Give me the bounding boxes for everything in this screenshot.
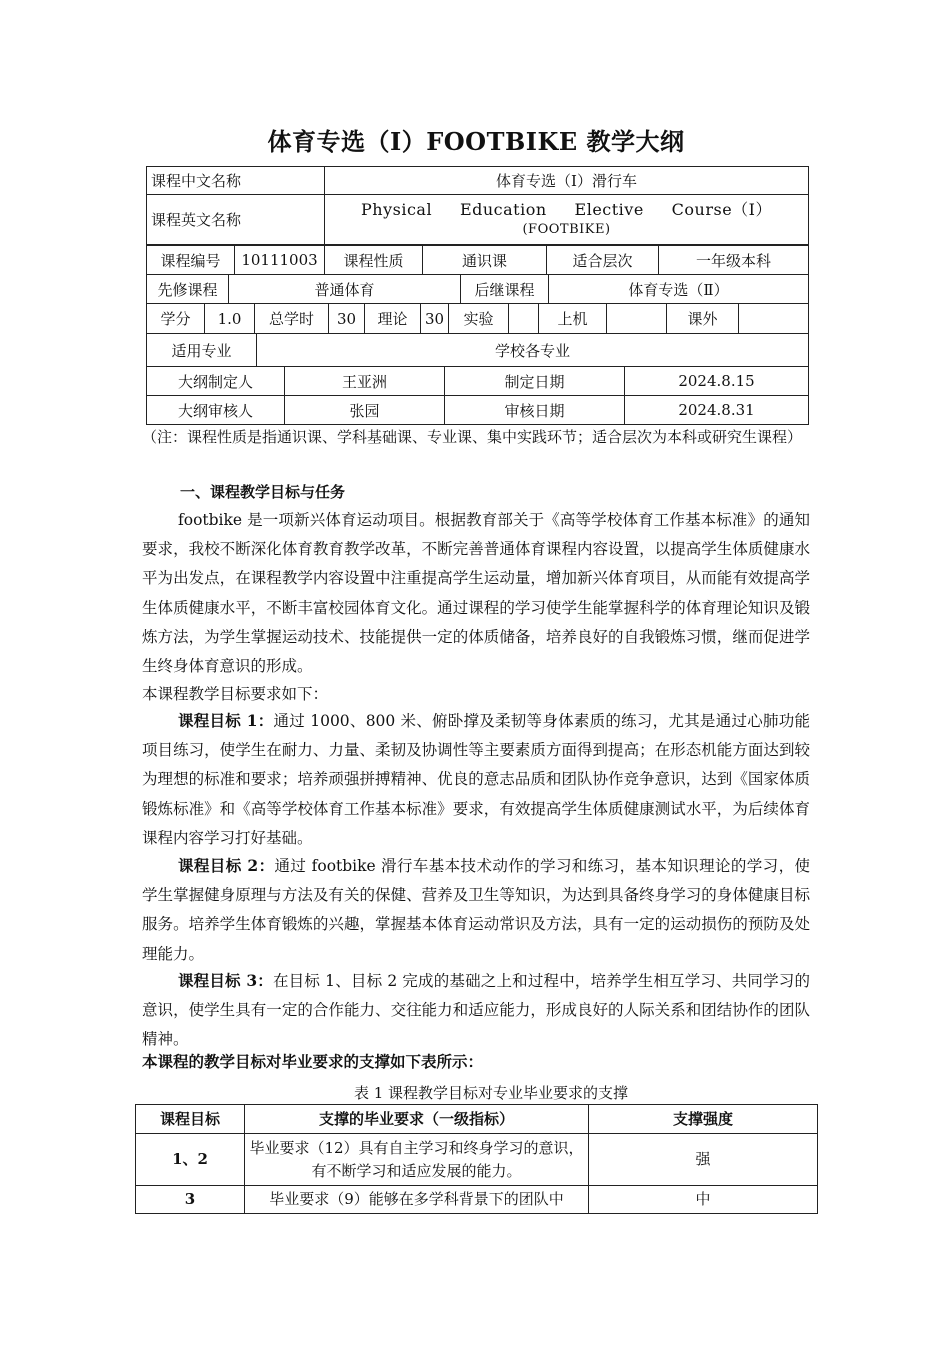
row-strength: 强 [589,1134,818,1186]
theory-label: 理论 [365,304,421,334]
en-word: Education [459,199,547,219]
support-heading: 本课程的教学目标对毕业要求的支撑如下表所示： [142,1052,484,1071]
prereq-value: 普通体育 [229,275,461,304]
header-strength: 支撑强度 [589,1105,818,1134]
goal-2-text: 通过 footbike 滑行车基本技术动作的学习和练习，基本知识理论的学习，使学生掌握健身原理与方法及有关的保健、营养及卫生等知识，为达到具备终身学习的身体健康目标服务。培养学生体育锻炼的兴趣，掌握基本体育运动常识及方法，具有一定的运动损伤的预防及处理能力。 [142,857,810,963]
header-goal: 课程目标 [136,1105,245,1134]
major-label: 适用专业 [147,334,257,367]
en-name-sub: (FOOTBIKE) [522,221,611,237]
row-code [147,246,809,275]
row-reviewer [147,396,809,425]
support-table-header [136,1105,818,1134]
hours-table [146,303,809,334]
code-value: 10111003 [235,246,325,275]
row-hours [147,304,809,334]
en-word: Physical [361,199,433,219]
goal-1-paragraph [142,706,810,853]
cn-name-value: 体育专选（Ⅰ）滑行车 [325,167,809,195]
goal-2-paragraph [142,851,810,969]
en-name-label: 课程英文名称 [147,195,325,245]
reviewer-label: 大纲审核人 [147,396,285,425]
lab-label: 实验 [449,304,509,334]
hours-value: 30 [329,304,365,334]
goal-2-label: 课程目标 2： [178,856,275,875]
en-name-value [325,195,809,245]
follow-label: 后继课程 [461,275,549,304]
lab-value [509,304,539,334]
major-table [146,333,809,367]
nature-label: 课程性质 [325,246,423,275]
goal-3-paragraph [142,966,810,1055]
credit-value: 1.0 [205,304,255,334]
author-date-label: 制定日期 [445,367,625,396]
document-title: 体育专选（Ⅰ）FOOTBIKE 教学大纲 [267,127,685,156]
row-major [147,334,809,367]
table-caption: 表 1 课程教学目标对专业毕业要求的支撑 [353,1084,629,1102]
section-heading: 一、课程教学目标与任务 [180,483,346,501]
table-row [136,1186,818,1214]
row-goal: 1、2 [136,1134,245,1186]
nature-value: 通识课 [423,246,547,275]
row-cn-name [147,167,809,195]
header-req: 支撑的毕业要求（一级指标） [245,1105,589,1134]
goal-3-text: 在目标 1、目标 2 完成的基础之上和过程中，培养学生相互学习、共同学习的意识，使学生具有一定的合作能力、交往能力和适应能力，形成良好的人际关系和团结协作的团队精神。 [142,972,810,1049]
prereq-table [146,274,809,304]
reviewer-value: 张园 [285,396,445,425]
extra-label: 课外 [667,304,739,334]
major-value: 学校各专业 [257,334,809,367]
hours-label: 总学时 [255,304,329,334]
computer-value [607,304,667,334]
en-word: Elective [574,199,644,219]
follow-value: 体育专选（Ⅱ） [549,275,809,304]
prereq-label: 先修课程 [147,275,229,304]
level-value: 一年级本科 [659,246,809,275]
cn-name-label: 课程中文名称 [147,167,325,195]
course-info-table [146,166,809,245]
goal-1-text: 通过 1000、800 米、俯卧撑及柔韧等身体素质的练习，尤其是通过心肺功能项目练习，使学生在耐力、力量、柔韧及协调性等主要素质方面得到提高；在形态机能方面达到较为理想的标准和要求；培养顽强拼搏精神、优良的意志品质和团队协作竞争意识，达到《国家体质锻炼标准》和《高等学校体育工作基本标准》要求，有效提高学生体质健康测试水平，为后续体育课程内容学习打好基础。 [142,712,810,847]
computer-label: 上机 [539,304,607,334]
theory-value: 30 [421,304,449,334]
table-row [136,1134,818,1186]
course-code-table [146,245,809,275]
row-goal: 3 [136,1186,245,1214]
support-table [135,1104,818,1214]
goal-1-label: 课程目标 1： [178,711,274,730]
review-date-label: 审核日期 [445,396,625,425]
en-word: Course（Ⅰ） [671,199,772,219]
row-en-name [147,195,809,245]
review-date-value: 2024.8.31 [625,396,809,425]
author-table [146,366,809,425]
table-note: （注：课程性质是指通识课、学科基础课、专业课、集中实践环节；适合层次为本科或研究生课程） [142,428,803,446]
row-req: 毕业要求（12）具有自主学习和终身学习的意识，有不断学习和适应发展的能力。 [245,1134,589,1186]
level-label: 适合层次 [547,246,659,275]
extra-value [739,304,809,334]
requirements-intro: 本课程教学目标要求如下： [142,685,329,703]
author-label: 大纲制定人 [147,367,285,396]
goal-3-label: 课程目标 3： [178,971,273,990]
row-author [147,367,809,396]
code-label: 课程编号 [147,246,235,275]
row-req: 毕业要求（9）能够在多学科背景下的团队中 [245,1186,589,1214]
row-prereq [147,275,809,304]
credit-label: 学分 [147,304,205,334]
intro-paragraph: footbike 是一项新兴体育运动项目。根据教育部关于《高等学校体育工作基本标准》的通知要求，我校不断深化体育教育教学改革，不断完善普通体育课程内容设置，以提高学生体质健康水平为出发点，在课程教学内容设置中注重提高学生运动量，增加新兴体育项目，从而能有效提高学生体质健康水平，不断丰富校园体育文化。通过课程的学习使学生能掌握科学的体育理论知识及锻炼方法，为学生掌握运动技术、技能提供一定的体质储备，培养良好的自我锻炼习惯，继而促进学生终身体育意识的形成。 [142,511,810,676]
author-date-value: 2024.8.15 [625,367,809,396]
row-strength: 中 [589,1186,818,1214]
author-value: 王亚洲 [285,367,445,396]
